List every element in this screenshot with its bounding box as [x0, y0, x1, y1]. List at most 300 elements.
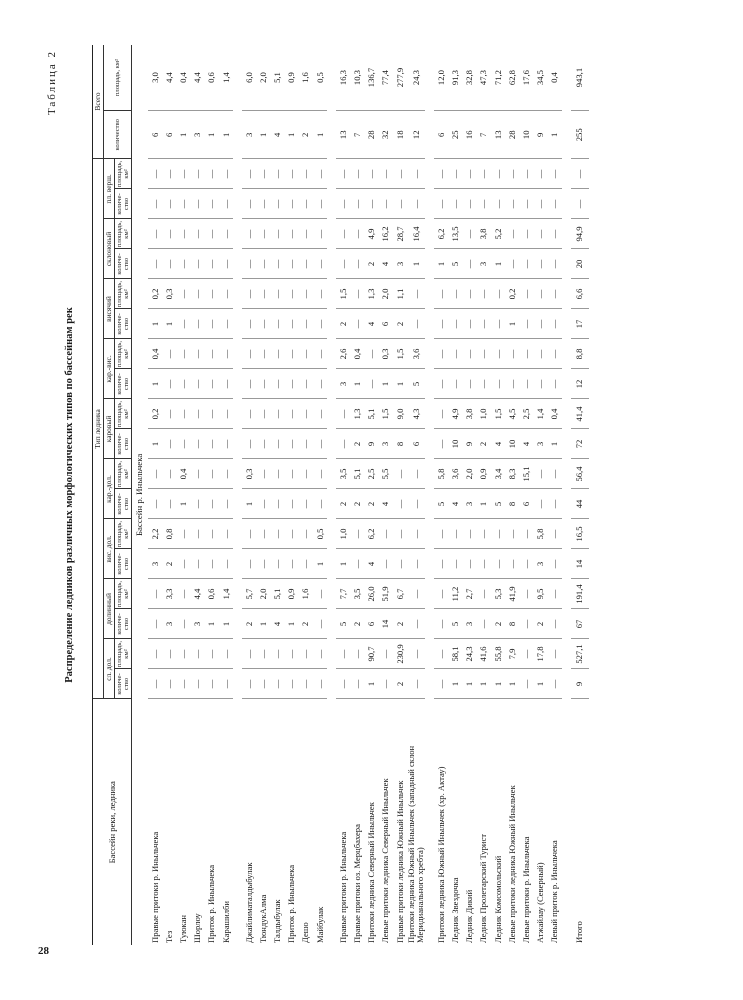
- count-cell: —: [548, 669, 562, 699]
- subheader-count: количе- ство: [114, 549, 132, 579]
- count-cell: —: [313, 189, 327, 219]
- group-spacer: [327, 45, 336, 945]
- count-cell: —: [491, 309, 505, 339]
- row-name: Притоки ледника Южный Иныльчек (западный склон Меридианального хребта): [406, 745, 426, 943]
- count-cell: 10: [505, 429, 519, 459]
- count-cell: 1: [477, 669, 491, 699]
- area-cell: —: [463, 159, 477, 189]
- area-cell: —: [299, 459, 313, 489]
- count-cell: 4: [271, 111, 285, 159]
- count-cell: 8: [505, 489, 519, 519]
- count-cell: —: [505, 189, 519, 219]
- count-cell: —: [571, 189, 589, 219]
- area-cell: 3,3: [162, 579, 176, 609]
- area-cell: —: [313, 279, 327, 309]
- area-cell: 3,8: [463, 399, 477, 429]
- area-cell: 191,4: [571, 579, 589, 609]
- count-cell: —: [242, 669, 256, 699]
- area-cell: —: [162, 219, 176, 249]
- count-cell: 28: [365, 111, 379, 159]
- count-cell: —: [299, 489, 313, 519]
- count-cell: —: [256, 549, 270, 579]
- area-cell: 15,1: [519, 459, 533, 489]
- area-cell: 1,4: [534, 399, 548, 429]
- count-cell: —: [491, 369, 505, 399]
- count-cell: 25: [448, 111, 462, 159]
- count-cell: 1: [336, 549, 350, 579]
- area-cell: —: [519, 639, 533, 669]
- area-cell: 1,5: [393, 339, 407, 369]
- subheader-area: площадь, км²: [115, 280, 130, 308]
- area-cell: 2,2: [148, 519, 162, 549]
- row-name: Левый приток р. Иныльчека: [549, 840, 560, 943]
- count-cell: —: [148, 189, 162, 219]
- table-row: [463, 45, 477, 945]
- count-cell: —: [477, 549, 491, 579]
- count-cell: —: [448, 549, 462, 579]
- group-spacer: [562, 45, 571, 945]
- area-cell: 9,5: [534, 579, 548, 609]
- count-cell: —: [350, 549, 364, 579]
- table-row: [176, 45, 190, 945]
- area-cell: 6,2: [434, 219, 448, 249]
- row-name: Атжайлау (Северный): [535, 862, 546, 943]
- group-spacer: [425, 45, 434, 945]
- count-cell: —: [477, 369, 491, 399]
- area-cell: 0,4: [176, 45, 190, 111]
- area-cell: —: [505, 219, 519, 249]
- count-cell: 1: [219, 111, 233, 159]
- area-cell: 90,7: [365, 639, 379, 669]
- count-cell: —: [365, 189, 379, 219]
- area-cell: —: [176, 519, 190, 549]
- count-cell: —: [477, 189, 491, 219]
- row-name: Правые притоки р. Иныльчека: [149, 831, 160, 943]
- area-cell: 6,2: [365, 519, 379, 549]
- area-cell: 41,6: [477, 639, 491, 669]
- subheader-area: площадь, км²: [115, 220, 130, 248]
- row-name: Правые притоки оз. Мерцбахера: [352, 824, 363, 943]
- table-row: [534, 45, 548, 945]
- area-cell: —: [548, 579, 562, 609]
- area-cell: —: [407, 159, 425, 189]
- count-cell: —: [407, 609, 425, 639]
- area-cell: —: [434, 639, 448, 669]
- count-cell: —: [313, 609, 327, 639]
- area-cell: 17,8: [534, 639, 548, 669]
- count-cell: —: [434, 609, 448, 639]
- area-cell: —: [219, 339, 233, 369]
- count-cell: —: [313, 249, 327, 279]
- table-row: [271, 45, 285, 945]
- area-cell: —: [219, 459, 233, 489]
- count-cell: —: [191, 189, 205, 219]
- count-cell: —: [491, 549, 505, 579]
- count-cell: 44: [571, 489, 589, 519]
- count-cell: 6: [365, 609, 379, 639]
- area-cell: 16,3: [336, 45, 350, 111]
- area-cell: —: [191, 639, 205, 669]
- area-cell: —: [162, 339, 176, 369]
- area-cell: 3,0: [148, 45, 162, 111]
- count-cell: —: [205, 669, 219, 699]
- area-cell: 1,0: [336, 519, 350, 549]
- area-cell: —: [205, 519, 219, 549]
- area-cell: —: [548, 339, 562, 369]
- count-cell: —: [336, 669, 350, 699]
- table-row: [505, 45, 519, 945]
- count-cell: —: [176, 609, 190, 639]
- area-cell: 0,2: [148, 279, 162, 309]
- area-cell: —: [463, 219, 477, 249]
- count-cell: 1: [548, 429, 562, 459]
- area-cell: —: [393, 459, 407, 489]
- count-cell: —: [191, 669, 205, 699]
- area-cell: —: [191, 159, 205, 189]
- area-cell: —: [491, 279, 505, 309]
- count-cell: 10: [519, 111, 533, 159]
- count-cell: —: [191, 309, 205, 339]
- area-cell: —: [407, 279, 425, 309]
- area-cell: —: [534, 159, 548, 189]
- area-cell: —: [219, 279, 233, 309]
- row-name: Дешо: [300, 922, 311, 943]
- row-name: Приток р. Иныльчека: [206, 864, 217, 943]
- table-row: [191, 45, 205, 945]
- column-header-type: вис. дол.: [103, 519, 114, 579]
- area-cell: —: [162, 399, 176, 429]
- area-cell: 77,4: [379, 45, 393, 111]
- count-cell: —: [271, 369, 285, 399]
- table-row: [434, 45, 448, 945]
- table-row: [313, 45, 327, 945]
- area-cell: —: [219, 519, 233, 549]
- count-cell: —: [271, 549, 285, 579]
- area-cell: —: [148, 639, 162, 669]
- area-cell: —: [534, 279, 548, 309]
- subheader-area: площадь, км²: [115, 400, 130, 428]
- count-cell: —: [548, 309, 562, 339]
- count-cell: —: [350, 249, 364, 279]
- area-cell: —: [448, 159, 462, 189]
- area-cell: 0,6: [205, 45, 219, 111]
- area-cell: —: [434, 159, 448, 189]
- area-cell: 7,7: [336, 579, 350, 609]
- area-cell: 0,3: [162, 279, 176, 309]
- area-cell: —: [379, 519, 393, 549]
- area-cell: —: [176, 339, 190, 369]
- count-cell: 2: [299, 609, 313, 639]
- area-cell: 2,0: [256, 579, 270, 609]
- count-cell: —: [407, 189, 425, 219]
- count-cell: 1: [205, 609, 219, 639]
- count-cell: —: [256, 429, 270, 459]
- count-cell: —: [148, 669, 162, 699]
- count-cell: 9: [571, 669, 589, 699]
- area-cell: —: [336, 639, 350, 669]
- area-cell: —: [191, 459, 205, 489]
- count-cell: 2: [393, 669, 407, 699]
- count-cell: —: [219, 369, 233, 399]
- column-header-type: каровый: [103, 399, 114, 459]
- count-cell: —: [219, 189, 233, 219]
- area-cell: —: [285, 339, 299, 369]
- count-cell: —: [548, 249, 562, 279]
- area-cell: —: [519, 579, 533, 609]
- count-cell: —: [336, 189, 350, 219]
- area-cell: 5,7: [242, 579, 256, 609]
- row-name: Правые притоки ледника Южный Иныльчек: [394, 780, 405, 943]
- count-cell: 1: [148, 369, 162, 399]
- count-cell: —: [299, 429, 313, 459]
- count-cell: —: [148, 249, 162, 279]
- count-cell: —: [271, 189, 285, 219]
- area-cell: —: [242, 159, 256, 189]
- count-cell: 72: [571, 429, 589, 459]
- count-cell: —: [299, 669, 313, 699]
- count-cell: —: [548, 609, 562, 639]
- count-cell: 1: [548, 111, 562, 159]
- area-cell: —: [519, 219, 533, 249]
- count-cell: 2: [299, 111, 313, 159]
- row-name: Приток р. Иныльчека: [286, 864, 297, 943]
- count-cell: 3: [477, 249, 491, 279]
- area-cell: —: [434, 279, 448, 309]
- count-cell: —: [519, 609, 533, 639]
- count-cell: —: [519, 249, 533, 279]
- count-cell: —: [271, 669, 285, 699]
- count-cell: —: [256, 189, 270, 219]
- area-cell: —: [285, 459, 299, 489]
- area-cell: —: [205, 219, 219, 249]
- count-cell: —: [434, 549, 448, 579]
- area-cell: —: [271, 219, 285, 249]
- area-cell: 5,1: [271, 579, 285, 609]
- count-cell: 4: [365, 549, 379, 579]
- count-cell: —: [256, 489, 270, 519]
- area-cell: —: [285, 399, 299, 429]
- count-cell: 1: [148, 429, 162, 459]
- area-cell: 3,5: [350, 579, 364, 609]
- count-cell: —: [534, 189, 548, 219]
- count-cell: 2: [393, 309, 407, 339]
- column-header-type: долинный: [103, 579, 114, 639]
- count-cell: —: [448, 189, 462, 219]
- count-cell: 3: [463, 609, 477, 639]
- count-cell: 1: [463, 669, 477, 699]
- count-cell: 1: [477, 489, 491, 519]
- area-cell: —: [148, 579, 162, 609]
- area-cell: —: [448, 519, 462, 549]
- count-cell: 3: [162, 609, 176, 639]
- column-header-total-count: количество: [103, 111, 131, 159]
- area-cell: 2,5: [365, 459, 379, 489]
- area-cell: 24,3: [463, 639, 477, 669]
- area-cell: —: [519, 519, 533, 549]
- count-cell: 2: [350, 609, 364, 639]
- area-cell: —: [548, 159, 562, 189]
- count-cell: 7: [477, 111, 491, 159]
- count-cell: 3: [191, 111, 205, 159]
- area-cell: —: [256, 159, 270, 189]
- count-cell: —: [271, 489, 285, 519]
- count-cell: —: [519, 669, 533, 699]
- area-cell: —: [505, 339, 519, 369]
- count-cell: 3: [191, 609, 205, 639]
- count-cell: 14: [571, 549, 589, 579]
- area-cell: —: [148, 159, 162, 189]
- area-cell: 16,4: [407, 219, 425, 249]
- area-cell: —: [313, 639, 327, 669]
- area-cell: 8,8: [571, 339, 589, 369]
- count-cell: 1: [313, 549, 327, 579]
- column-header-glacier-type: Тип ледника: [93, 159, 104, 699]
- area-cell: 32,8: [463, 45, 477, 111]
- count-cell: —: [242, 189, 256, 219]
- count-cell: 1: [379, 369, 393, 399]
- area-cell: 3,6: [448, 459, 462, 489]
- table-row: [205, 45, 219, 945]
- area-cell: —: [548, 639, 562, 669]
- column-header-type: склоновый: [103, 219, 114, 279]
- table-row: [219, 45, 233, 945]
- area-cell: —: [242, 399, 256, 429]
- area-cell: —: [176, 279, 190, 309]
- area-cell: 10,3: [350, 45, 364, 111]
- spacer-cell: [327, 45, 336, 945]
- count-cell: —: [191, 369, 205, 399]
- row-name: Левые притоки ледника Южный Иныльчек: [506, 785, 517, 943]
- area-cell: 1,4: [219, 579, 233, 609]
- area-cell: 91,3: [448, 45, 462, 111]
- area-cell: 4,9: [448, 399, 462, 429]
- area-cell: 1,3: [350, 399, 364, 429]
- count-cell: —: [242, 369, 256, 399]
- table-row: [448, 45, 462, 945]
- subheader-area: площадь, км²: [115, 640, 130, 668]
- area-cell: —: [393, 159, 407, 189]
- count-cell: —: [205, 189, 219, 219]
- count-cell: 18: [393, 111, 407, 159]
- subheader-area: площадь, км²: [115, 580, 130, 608]
- row-name: Ледник Звездочка: [450, 877, 461, 943]
- area-cell: —: [379, 639, 393, 669]
- table-row: [393, 45, 407, 945]
- area-cell: —: [205, 639, 219, 669]
- count-cell: 5: [491, 489, 505, 519]
- area-cell: 0,4: [548, 399, 562, 429]
- area-cell: —: [299, 639, 313, 669]
- count-cell: 3: [336, 369, 350, 399]
- subheader-area: площадь, км²: [114, 159, 132, 189]
- count-cell: 1: [350, 369, 364, 399]
- count-cell: 12: [571, 369, 589, 399]
- area-cell: —: [463, 279, 477, 309]
- area-cell: —: [548, 519, 562, 549]
- count-cell: 9: [463, 429, 477, 459]
- count-cell: —: [256, 669, 270, 699]
- count-cell: —: [205, 489, 219, 519]
- area-cell: 55,8: [491, 639, 505, 669]
- count-cell: —: [434, 669, 448, 699]
- row-name: Ледник Пролетарский Турист: [478, 833, 489, 943]
- count-cell: —: [242, 309, 256, 339]
- area-cell: 0,4: [350, 339, 364, 369]
- count-cell: 3: [534, 429, 548, 459]
- column-header-type: кар.-дол.: [103, 459, 114, 519]
- column-header-type: пл. верш.: [103, 159, 114, 219]
- row-name: Шорлоу: [192, 913, 203, 943]
- area-cell: —: [350, 639, 364, 669]
- row-name: Притоки ледника Южный Иныльчек (хр. Актау): [435, 766, 446, 943]
- area-cell: —: [299, 339, 313, 369]
- basin-heading: Бассейн р. Иныльчека: [134, 453, 145, 537]
- count-cell: —: [242, 549, 256, 579]
- area-cell: —: [548, 219, 562, 249]
- area-cell: 11,2: [448, 579, 462, 609]
- group-spacer: [233, 45, 242, 945]
- row-name: Талдыбулак: [272, 899, 283, 943]
- count-cell: —: [285, 429, 299, 459]
- count-cell: —: [407, 549, 425, 579]
- area-cell: —: [299, 219, 313, 249]
- area-cell: 1,5: [336, 279, 350, 309]
- count-cell: 4: [365, 309, 379, 339]
- table-row: [242, 45, 256, 945]
- area-cell: 3,5: [336, 459, 350, 489]
- count-cell: —: [162, 429, 176, 459]
- count-cell: 1: [491, 249, 505, 279]
- area-cell: —: [313, 159, 327, 189]
- count-cell: —: [205, 369, 219, 399]
- area-cell: —: [534, 219, 548, 249]
- area-cell: —: [379, 159, 393, 189]
- count-cell: —: [285, 669, 299, 699]
- area-cell: 12,0: [434, 45, 448, 111]
- area-cell: 7,9: [505, 639, 519, 669]
- count-cell: 1: [491, 669, 505, 699]
- count-cell: 16: [463, 111, 477, 159]
- area-cell: 0,4: [548, 45, 562, 111]
- spacer-cell: [425, 45, 434, 945]
- count-cell: —: [176, 669, 190, 699]
- area-cell: 1,6: [299, 45, 313, 111]
- count-cell: —: [271, 429, 285, 459]
- area-cell: 2,6: [336, 339, 350, 369]
- count-cell: 3: [463, 489, 477, 519]
- count-cell: 1: [434, 249, 448, 279]
- count-cell: 255: [571, 111, 589, 159]
- area-cell: —: [505, 159, 519, 189]
- subheader-count: количе- ство: [114, 309, 132, 339]
- count-cell: 1: [285, 609, 299, 639]
- area-cell: —: [350, 519, 364, 549]
- count-cell: 1: [313, 111, 327, 159]
- table-row: [148, 45, 162, 945]
- table-row: [491, 45, 505, 945]
- area-cell: 6,7: [393, 579, 407, 609]
- area-cell: —: [519, 159, 533, 189]
- area-cell: —: [548, 459, 562, 489]
- count-cell: 4: [519, 429, 533, 459]
- count-cell: 2: [477, 429, 491, 459]
- count-cell: 6: [148, 111, 162, 159]
- area-cell: —: [285, 219, 299, 249]
- subheader-count: количе- ство: [114, 249, 132, 279]
- area-cell: —: [365, 159, 379, 189]
- count-cell: 2: [365, 249, 379, 279]
- count-cell: —: [350, 309, 364, 339]
